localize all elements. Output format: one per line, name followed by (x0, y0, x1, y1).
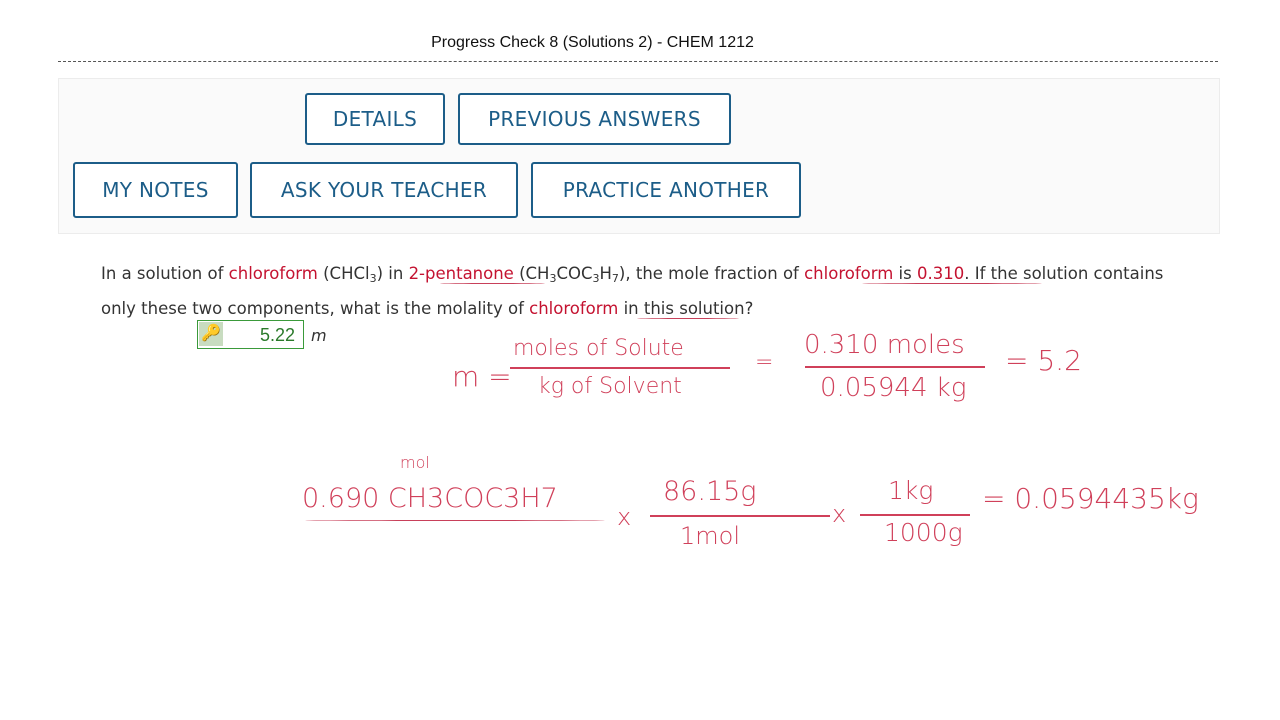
hw-amount: 0.690 CH3COC3H7 (302, 483, 558, 514)
annotation-underline (637, 318, 739, 319)
hw-denominator: 1000g (884, 518, 963, 547)
answer-unit: m (311, 326, 327, 345)
hw-numerator: 86.15g (663, 476, 757, 507)
fraction-bar (510, 367, 730, 369)
ask-teacher-button[interactable]: ASK YOUR TEACHER (250, 162, 518, 218)
fraction-bar (805, 366, 985, 368)
previous-answers-button[interactable]: PREVIOUS ANSWERS (458, 93, 731, 145)
hw-denominator: kg of Solvent (538, 374, 682, 399)
page-title: Progress Check 8 (Solutions 2) - CHEM 1212 (431, 34, 754, 51)
details-button[interactable]: DETAILS (305, 93, 445, 145)
annotation-underline (440, 283, 545, 284)
hw-numerator: 1kg (888, 476, 934, 505)
practice-another-button[interactable]: PRACTICE ANOTHER (531, 162, 801, 218)
hw-times: x (832, 500, 847, 528)
answer-value: 5.22 (259, 325, 295, 345)
answer-field[interactable] (197, 320, 304, 349)
hw-result: = 0.0594435kg (982, 482, 1199, 515)
hw-times: x (617, 503, 632, 531)
fraction-bar (860, 514, 970, 516)
fraction-bar (650, 515, 830, 517)
hw-numerator: 0.310 moles (804, 330, 965, 360)
hw-result: = 5.2 (1005, 344, 1082, 377)
annotation-underline (305, 520, 605, 521)
hw-denominator: 1mol (680, 522, 740, 550)
annotation-underline (862, 283, 1042, 284)
hw-molality: m = (452, 360, 512, 393)
key-icon: 🔑 (199, 322, 223, 346)
hw-equals: = (755, 350, 774, 375)
divider (58, 61, 1218, 62)
hw-numerator: moles of Solute (513, 336, 684, 361)
my-notes-button[interactable]: MY NOTES (73, 162, 238, 218)
hw-denominator: 0.05944 kg (820, 373, 967, 403)
question-text: In a solution of chloroform (CHCl$_3$) in 2-pentanone $(CH_3COC_3H_7)$, the mole fraction of chloroform is 0.310. If the solution contains only these two components, what is the molality of chloroform in this solution? (101, 264, 1164, 318)
hw-mol-label: mol (400, 453, 430, 472)
